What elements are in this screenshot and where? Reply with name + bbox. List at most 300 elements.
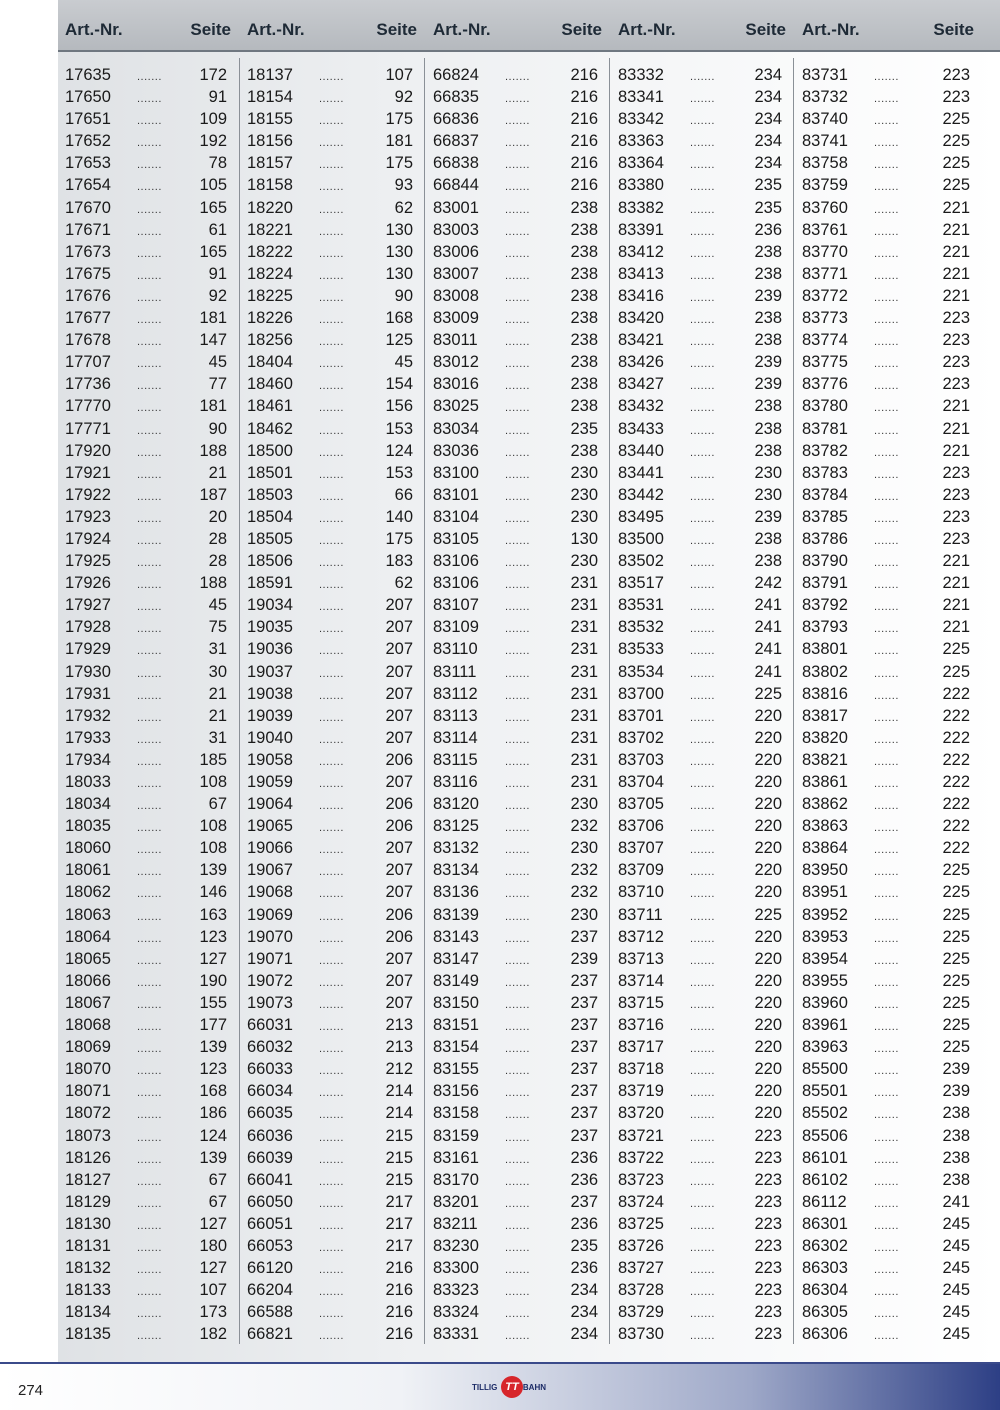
art-nr: 83155 — [433, 1060, 479, 1079]
page-ref: 67 — [208, 1192, 227, 1211]
index-row — [427, 1102, 610, 1124]
index-row — [612, 484, 794, 506]
dot-leader: ....... — [137, 424, 162, 437]
art-nr: 83713 — [618, 949, 664, 968]
index-row — [241, 373, 425, 395]
page-ref: 213 — [385, 1038, 413, 1057]
dot-leader: ....... — [505, 667, 530, 680]
page-ref: 66 — [394, 485, 413, 504]
index-row — [612, 970, 794, 992]
art-nr: 17929 — [65, 640, 111, 659]
page-ref: 241 — [754, 662, 782, 681]
dot-leader: ....... — [505, 910, 530, 923]
index-row — [241, 1125, 425, 1147]
column-divider — [424, 58, 425, 1344]
dot-leader: ....... — [319, 1109, 344, 1122]
index-row — [796, 616, 982, 638]
dot-leader: ....... — [874, 822, 899, 835]
dot-leader: ....... — [319, 557, 344, 570]
index-row — [241, 285, 425, 307]
art-nr: 86306 — [802, 1325, 848, 1344]
art-nr: 83001 — [433, 198, 479, 217]
page-ref: 139 — [199, 1148, 227, 1167]
index-row — [612, 418, 794, 440]
index-row — [241, 749, 425, 771]
index-row — [427, 241, 610, 263]
art-nr: 18222 — [247, 242, 293, 261]
index-row — [427, 771, 610, 793]
art-nr: 83723 — [618, 1170, 664, 1189]
page-ref: 45 — [394, 353, 413, 372]
page-ref: 238 — [754, 419, 782, 438]
dot-leader: ....... — [137, 1021, 162, 1034]
dot-leader: ....... — [874, 623, 899, 636]
page-ref: 234 — [754, 66, 782, 84]
art-nr: 18064 — [65, 927, 111, 946]
dot-leader: ....... — [874, 1109, 899, 1122]
art-nr: 17931 — [65, 684, 111, 703]
page-ref: 130 — [385, 264, 413, 283]
page-ref: 239 — [570, 949, 598, 968]
index-row — [59, 1323, 239, 1345]
art-nr: 83114 — [433, 728, 478, 747]
page-ref: 67 — [208, 1170, 227, 1189]
index-row — [612, 926, 794, 948]
art-nr: 18132 — [65, 1259, 111, 1278]
index-row — [59, 705, 239, 727]
page-ref: 231 — [570, 662, 598, 681]
dot-leader: ....... — [505, 1043, 530, 1056]
art-nr: 17927 — [65, 596, 111, 615]
dot-leader: ....... — [690, 778, 715, 790]
dot-leader: ....... — [874, 844, 899, 857]
page-ref: 123 — [199, 927, 227, 946]
index-row — [59, 108, 239, 130]
page-ref: 234 — [570, 1325, 598, 1344]
index-row — [796, 174, 982, 196]
art-nr: 66051 — [247, 1214, 293, 1233]
dot-leader: ....... — [505, 866, 530, 879]
dot-leader: ....... — [319, 1153, 344, 1166]
art-nr: 83150 — [433, 993, 479, 1012]
art-nr: 18134 — [65, 1303, 111, 1322]
dot-leader: ....... — [505, 844, 530, 857]
art-nr: 83758 — [802, 154, 848, 173]
dot-leader: ....... — [505, 336, 530, 349]
index-row — [241, 1213, 425, 1235]
index-row — [427, 1323, 610, 1345]
page-ref: 236 — [570, 1259, 598, 1278]
index-row — [427, 130, 610, 152]
page-ref: 225 — [754, 905, 782, 924]
index-row — [796, 285, 982, 307]
index-row — [241, 1235, 425, 1257]
page-ref: 245 — [942, 1236, 970, 1255]
page-ref: 221 — [942, 552, 970, 571]
dot-leader: ....... — [874, 71, 899, 83]
dot-leader: ....... — [319, 1241, 344, 1254]
index-row — [612, 1235, 794, 1257]
art-nr: 83741 — [802, 132, 848, 151]
dot-leader: ....... — [690, 512, 715, 525]
dot-leader: ....... — [690, 291, 715, 304]
dot-leader: ....... — [505, 490, 530, 503]
page-ref: 221 — [942, 441, 970, 460]
dot-leader: ....... — [319, 93, 344, 106]
dot-leader: ....... — [690, 976, 715, 989]
dot-leader: ....... — [874, 866, 899, 879]
art-nr: 83495 — [618, 507, 664, 526]
art-nr: 83008 — [433, 286, 479, 305]
art-nr: 83025 — [433, 397, 479, 416]
dot-leader: ....... — [874, 1286, 899, 1299]
page-ref: 78 — [208, 154, 227, 173]
index-row — [59, 1036, 239, 1058]
page-ref: 168 — [199, 1082, 227, 1101]
art-nr: 83421 — [618, 331, 664, 350]
index-row — [59, 1301, 239, 1323]
index-row — [427, 1191, 610, 1213]
page-ref: 230 — [570, 552, 598, 571]
page-ref: 220 — [754, 1016, 782, 1035]
index-row — [427, 616, 610, 638]
dot-leader: ....... — [505, 137, 530, 150]
index-row — [796, 1301, 982, 1323]
dot-leader: ....... — [505, 601, 530, 614]
index-row — [427, 1058, 610, 1080]
page-number: 274 — [18, 1382, 44, 1399]
art-nr: 18158 — [247, 176, 293, 195]
art-nr: 83036 — [433, 441, 479, 460]
dot-leader: ....... — [874, 910, 899, 923]
index-row — [796, 859, 982, 881]
art-nr: 18135 — [65, 1325, 111, 1344]
index-row — [796, 683, 982, 705]
page-ref: 225 — [942, 640, 970, 659]
dot-leader: ....... — [505, 1241, 530, 1254]
dot-leader: ....... — [874, 1264, 899, 1277]
dot-leader: ....... — [505, 1286, 530, 1299]
dot-leader: ....... — [505, 1330, 530, 1343]
page-ref: 67 — [208, 795, 227, 814]
index-row — [59, 749, 239, 771]
index-row — [796, 948, 982, 970]
dot-leader: ....... — [137, 601, 162, 614]
dot-leader: ....... — [505, 1175, 530, 1188]
index-row — [427, 373, 610, 395]
art-nr: 18065 — [65, 949, 111, 968]
page-ref: 225 — [942, 971, 970, 990]
index-row — [59, 815, 239, 837]
dot-leader: ....... — [137, 800, 162, 813]
page-ref: 238 — [942, 1148, 970, 1167]
index-row — [59, 174, 239, 196]
dot-leader: ....... — [690, 579, 715, 592]
seite-header: Seite — [561, 20, 602, 39]
dot-leader: ....... — [690, 181, 715, 194]
art-nr: 83416 — [618, 286, 664, 305]
index-row — [241, 572, 425, 594]
index-row — [59, 462, 239, 484]
index-row — [59, 351, 239, 373]
page-ref: 241 — [754, 618, 782, 637]
art-nr: 83100 — [433, 463, 479, 482]
page-ref: 223 — [754, 1259, 782, 1278]
page-ref: 109 — [199, 110, 227, 129]
art-nr: 83781 — [802, 419, 848, 438]
art-nr: 66844 — [433, 176, 479, 195]
dot-leader: ....... — [874, 1065, 899, 1078]
page-ref: 183 — [385, 552, 413, 571]
index-row — [59, 1014, 239, 1036]
dot-leader: ....... — [690, 1087, 715, 1100]
index-row — [796, 970, 982, 992]
art-nr: 83816 — [802, 684, 848, 703]
dot-leader: ....... — [319, 579, 344, 592]
art-nr: 85500 — [802, 1060, 848, 1079]
page-ref: 237 — [570, 971, 598, 990]
index-row — [241, 1257, 425, 1279]
dot-leader: ....... — [874, 976, 899, 989]
page-ref: 238 — [942, 1104, 970, 1123]
art-nr: 83111 — [433, 662, 477, 681]
dot-leader: ....... — [690, 358, 715, 371]
page-ref: 21 — [208, 684, 227, 703]
page-ref: 235 — [570, 1236, 598, 1255]
index-row — [796, 440, 982, 462]
art-nr: 17635 — [65, 66, 111, 84]
page-ref: 221 — [942, 618, 970, 637]
page-ref: 107 — [385, 66, 413, 84]
dot-leader: ....... — [319, 358, 344, 371]
index-row — [612, 152, 794, 174]
index-row — [796, 1169, 982, 1191]
brand-logo — [472, 1376, 546, 1400]
page-ref: 21 — [208, 463, 227, 482]
art-nr: 18226 — [247, 309, 293, 328]
page-ref: 225 — [942, 662, 970, 681]
page-ref: 245 — [942, 1281, 970, 1300]
art-nr: 17921 — [65, 463, 111, 482]
page-ref: 155 — [199, 993, 227, 1012]
index-row — [796, 771, 982, 793]
page-ref: 90 — [394, 286, 413, 305]
art-nr: 18035 — [65, 817, 111, 836]
index-row — [612, 683, 794, 705]
art-nr: 19038 — [247, 684, 293, 703]
art-nr: 83364 — [618, 154, 664, 173]
art-nr: 19040 — [247, 728, 293, 747]
index-row — [796, 793, 982, 815]
index-row — [612, 86, 794, 108]
page-ref: 232 — [570, 817, 598, 836]
page-ref: 163 — [199, 905, 227, 924]
index-row — [59, 683, 239, 705]
dot-leader: ....... — [690, 336, 715, 349]
art-nr: 83132 — [433, 839, 479, 858]
index-row — [612, 395, 794, 417]
dot-leader: ....... — [690, 1043, 715, 1056]
index-row — [241, 1323, 425, 1345]
art-nr: 17653 — [65, 154, 111, 173]
index-row — [796, 418, 982, 440]
page-ref: 90 — [208, 419, 227, 438]
page-ref: 225 — [942, 905, 970, 924]
dot-leader: ....... — [874, 203, 899, 216]
dot-leader: ....... — [319, 1021, 344, 1034]
page-ref: 61 — [208, 220, 227, 239]
page-ref: 225 — [942, 949, 970, 968]
art-nr: 83955 — [802, 971, 848, 990]
page-ref: 245 — [942, 1325, 970, 1344]
art-nr: 83170 — [433, 1170, 479, 1189]
index-row — [796, 572, 982, 594]
art-nr: 83531 — [618, 596, 664, 615]
art-nr: 86302 — [802, 1236, 848, 1255]
index-row — [59, 86, 239, 108]
art-nr: 83724 — [618, 1192, 664, 1211]
art-nr: 83517 — [618, 574, 664, 593]
dot-leader: ....... — [319, 247, 344, 260]
index-row — [241, 661, 425, 683]
dot-leader: ....... — [137, 336, 162, 349]
art-nr: 83159 — [433, 1126, 479, 1145]
index-row — [241, 152, 425, 174]
art-nr: 66041 — [247, 1170, 293, 1189]
dot-leader: ....... — [505, 93, 530, 106]
art-nr: 19073 — [247, 993, 293, 1012]
index-row — [612, 307, 794, 329]
page-ref: 220 — [754, 728, 782, 747]
art-nr: 83771 — [802, 264, 848, 283]
dot-leader: ....... — [874, 1241, 899, 1254]
index-row — [612, 373, 794, 395]
art-nr: 83862 — [802, 795, 848, 814]
index-row — [427, 307, 610, 329]
index-row — [59, 970, 239, 992]
dot-leader: ....... — [690, 1330, 715, 1343]
dot-leader: ....... — [319, 490, 344, 503]
page-ref: 188 — [199, 574, 227, 593]
dot-leader: ....... — [137, 932, 162, 945]
page-ref: 231 — [570, 596, 598, 615]
dot-leader: ....... — [137, 159, 162, 172]
art-nr: 83201 — [433, 1192, 479, 1211]
art-nr: 18126 — [65, 1148, 111, 1167]
art-nr: 86301 — [802, 1214, 848, 1233]
page-ref: 239 — [754, 353, 782, 372]
page-ref: 223 — [942, 331, 970, 350]
page-ref: 221 — [942, 574, 970, 593]
art-nr: 18504 — [247, 507, 293, 526]
page-ref: 239 — [942, 1082, 970, 1101]
index-row — [796, 130, 982, 152]
art-nr: 66837 — [433, 132, 479, 151]
page-ref: 181 — [199, 397, 227, 416]
index-rows — [59, 64, 239, 1345]
dot-leader: ....... — [319, 269, 344, 282]
dot-leader: ....... — [690, 910, 715, 923]
art-nr: 83120 — [433, 795, 479, 814]
dot-leader: ....... — [874, 291, 899, 304]
page-ref: 223 — [942, 375, 970, 394]
index-row — [612, 1257, 794, 1279]
index-row — [427, 881, 610, 903]
page-ref: 216 — [385, 1325, 413, 1344]
dot-leader: ....... — [137, 733, 162, 746]
art-nr: 66031 — [247, 1016, 293, 1035]
art-nr: 83341 — [618, 88, 664, 107]
art-nr: 83727 — [618, 1259, 664, 1278]
art-nr: 83413 — [618, 264, 664, 283]
art-nr: 83963 — [802, 1038, 848, 1057]
page-ref: 220 — [754, 773, 782, 791]
art-nr-header: Art.-Nr. — [618, 20, 676, 39]
art-nr: 18068 — [65, 1016, 111, 1035]
art-nr: 18503 — [247, 485, 293, 504]
index-row — [612, 1301, 794, 1323]
page-ref: 206 — [385, 750, 413, 769]
dot-leader: ....... — [874, 888, 899, 901]
index-row — [427, 395, 610, 417]
art-nr: 83104 — [433, 507, 479, 526]
index-row — [427, 174, 610, 196]
index-row — [612, 1323, 794, 1345]
art-nr: 19072 — [247, 971, 293, 990]
page-ref: 207 — [385, 662, 413, 681]
art-nr: 83113 — [433, 706, 478, 725]
page-ref: 230 — [570, 463, 598, 482]
index-row — [612, 219, 794, 241]
index-row — [796, 462, 982, 484]
art-nr: 83230 — [433, 1236, 479, 1255]
page-ref: 237 — [570, 927, 598, 946]
page-ref: 216 — [570, 110, 598, 129]
dot-leader: ....... — [690, 1109, 715, 1122]
page-ref: 207 — [385, 596, 413, 615]
dot-leader: ....... — [690, 711, 715, 724]
page-ref: 206 — [385, 905, 413, 924]
index-row — [427, 1213, 610, 1235]
index-row — [612, 616, 794, 638]
index-rows — [796, 64, 982, 1345]
page-ref: 238 — [754, 441, 782, 460]
dot-leader: ....... — [505, 512, 530, 525]
dot-leader: ....... — [505, 446, 530, 459]
index-row — [427, 528, 610, 550]
art-nr: 18220 — [247, 198, 293, 217]
index-row — [59, 992, 239, 1014]
index-row — [241, 219, 425, 241]
dot-leader: ....... — [505, 247, 530, 260]
index-row — [427, 859, 610, 881]
page-ref: 231 — [570, 574, 598, 593]
page-ref: 192 — [199, 132, 227, 151]
page-ref: 223 — [942, 485, 970, 504]
index-row — [59, 594, 239, 616]
art-nr: 83440 — [618, 441, 664, 460]
dot-leader: ....... — [137, 468, 162, 481]
page-ref: 220 — [754, 817, 782, 836]
index-row — [796, 1257, 982, 1279]
art-nr: 18067 — [65, 993, 111, 1012]
index-row — [241, 616, 425, 638]
page-ref: 238 — [570, 220, 598, 239]
index-row — [612, 1102, 794, 1124]
art-nr: 66821 — [247, 1325, 293, 1344]
art-nr: 66204 — [247, 1281, 293, 1300]
art-nr: 83034 — [433, 419, 479, 438]
